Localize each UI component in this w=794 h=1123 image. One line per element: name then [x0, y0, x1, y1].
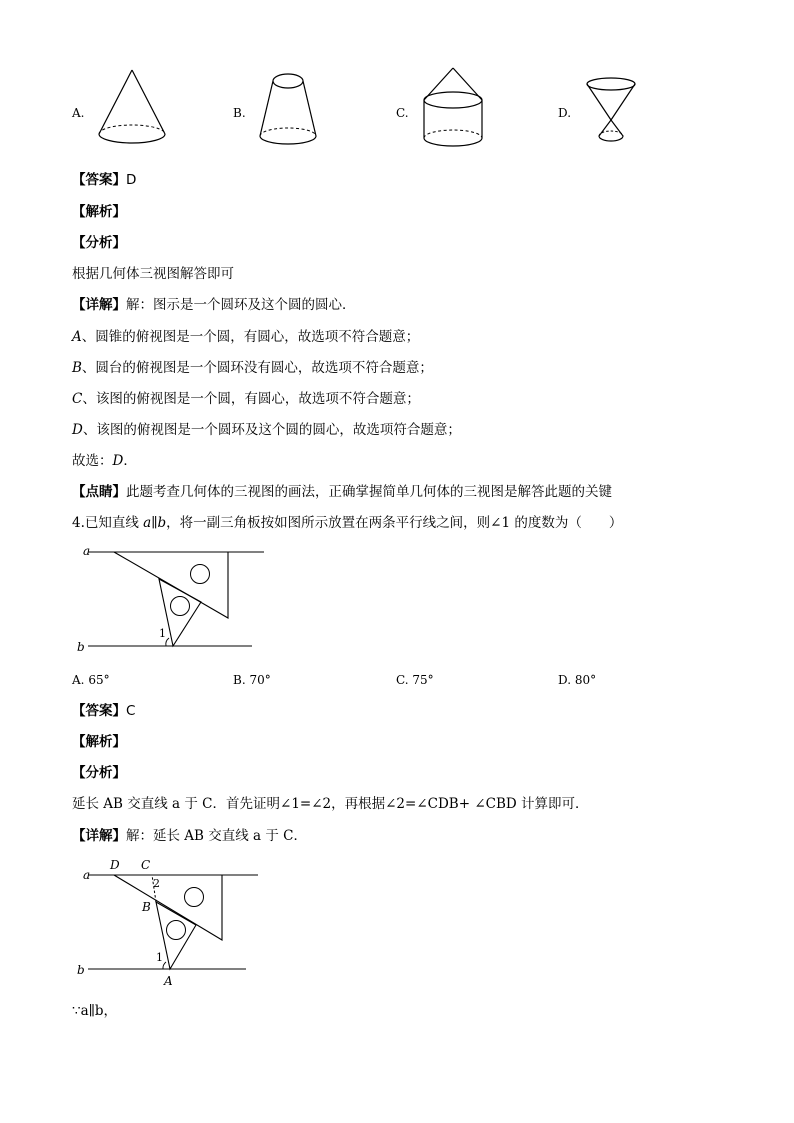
- dianjing-tag: 【点睛】: [72, 484, 126, 500]
- fig1-angle-1: 1: [159, 627, 166, 640]
- q4-option-a: [72, 673, 110, 687]
- line-letter: B: [72, 360, 82, 376]
- choose-prefix: 故选：: [72, 453, 113, 469]
- q4-stem: [72, 514, 622, 532]
- q3-jiexi-tag: 【解析】: [72, 204, 126, 220]
- fig1-label-a: a: [83, 544, 91, 558]
- q3-fenxi-tag: 【分析】: [72, 235, 126, 251]
- q3-answer-line: [72, 171, 136, 189]
- answer-value: C: [126, 703, 136, 719]
- double-cone-figure: [584, 76, 640, 148]
- option-value: 70°: [249, 673, 271, 687]
- stem-var-b: b: [157, 515, 167, 531]
- choose-letter: D: [112, 453, 124, 469]
- fig2-angle-2: 2: [153, 877, 160, 890]
- q4-fenxi-tag: 【分析】: [72, 765, 126, 781]
- answer-tag: 【答案】: [72, 172, 126, 188]
- triangle-rulers-figure: [74, 542, 270, 660]
- q3-xiangjie-line: [72, 296, 356, 314]
- q4-option-c: [396, 673, 434, 687]
- frustum-figure: [256, 72, 320, 150]
- dianjing-text: 此题考查几何体的三视图的画法，正确掌握简单几何体的三视图是解答此题的关键: [126, 484, 612, 500]
- line-text: 、该图的俯视图是一个圆环及这个圆的圆心，故选项符合题意；: [82, 422, 461, 438]
- line-letter: D: [72, 422, 83, 438]
- stem-parallel: ∥: [151, 515, 158, 531]
- fig2-label-a-point: A: [164, 974, 173, 988]
- option-b-label: B.: [233, 106, 246, 120]
- option-d-label: D.: [558, 106, 572, 120]
- line-letter: C: [72, 391, 83, 407]
- q3-line-c: [72, 390, 420, 408]
- q4-fenxi-text: 延长 AB 交直线 a 于 C．首先证明∠1=∠2，再根据∠2=∠CDB+ ∠CBD 计算即可．: [72, 796, 589, 812]
- choose-suffix: ．: [123, 453, 137, 469]
- fig2-label-c: C: [141, 858, 151, 872]
- line-letter: A: [72, 329, 82, 345]
- answer-value: D: [126, 172, 137, 188]
- q3-line-d: [72, 421, 461, 439]
- option-letter: D.: [558, 673, 572, 687]
- answer-tag: 【答案】: [72, 703, 126, 719]
- q4-since-line: ∵a∥b，: [72, 1003, 118, 1019]
- fig2-label-b-point: B: [142, 900, 151, 914]
- q4-jiexi-tag: 【解析】: [72, 734, 126, 750]
- q4-option-b: [233, 673, 271, 687]
- fig2-label-d: D: [110, 858, 120, 872]
- option-letter: B.: [233, 673, 246, 687]
- cone-figure: [95, 68, 169, 148]
- option-letter: C.: [396, 673, 409, 687]
- option-value: 75°: [412, 673, 434, 687]
- q4-xiangjie-line: [72, 827, 307, 845]
- xiangjie-text: 解：图示是一个圆环及这个圆的圆心．: [126, 297, 356, 313]
- line-text: 、圆台的俯视图是一个圆环没有圆心，故选项不符合题意；: [81, 360, 433, 376]
- xiangjie-tag: 【详解】: [72, 828, 126, 844]
- stem-middle: ，将一副三角板按如图所示放置在两条平行线之间，则∠1 的度数为（ ）: [166, 515, 623, 531]
- stem-prefix: 4.已知直线: [72, 515, 144, 531]
- line-text: 、该图的俯视图是一个圆，有圆心，故选项不符合题意；: [82, 391, 420, 407]
- fig2-label-b: b: [77, 963, 85, 977]
- q4-answer-line: [72, 702, 135, 720]
- q3-line-a: [72, 328, 419, 346]
- option-a-label: A.: [72, 106, 85, 120]
- q3-choose-line: [72, 452, 137, 470]
- fig1-label-b: b: [77, 640, 85, 654]
- option-c-label: C.: [396, 106, 409, 120]
- fig2-angle-1: 1: [156, 951, 163, 964]
- cylinder-cone-figure: [421, 66, 485, 154]
- option-value: 65°: [88, 673, 110, 687]
- xiangjie-text: 解：延长 AB 交直线 a 于 C．: [126, 828, 308, 844]
- line-text: 、圆锥的俯视图是一个圆，有圆心，故选项不符合题意；: [81, 329, 420, 345]
- q3-line-b: [72, 359, 433, 377]
- fig2-label-a: a: [83, 868, 91, 882]
- option-letter: A.: [72, 673, 85, 687]
- option-value: 80°: [574, 673, 597, 687]
- stem-var-a: a: [143, 515, 152, 531]
- xiangjie-tag: 【详解】: [72, 297, 126, 313]
- q3-fenxi-text: 根据几何体三视图解答即可: [72, 266, 234, 282]
- q4-option-d: [558, 673, 596, 687]
- q3-dianjing-line: [72, 483, 612, 501]
- extended-line-figure: [74, 856, 270, 992]
